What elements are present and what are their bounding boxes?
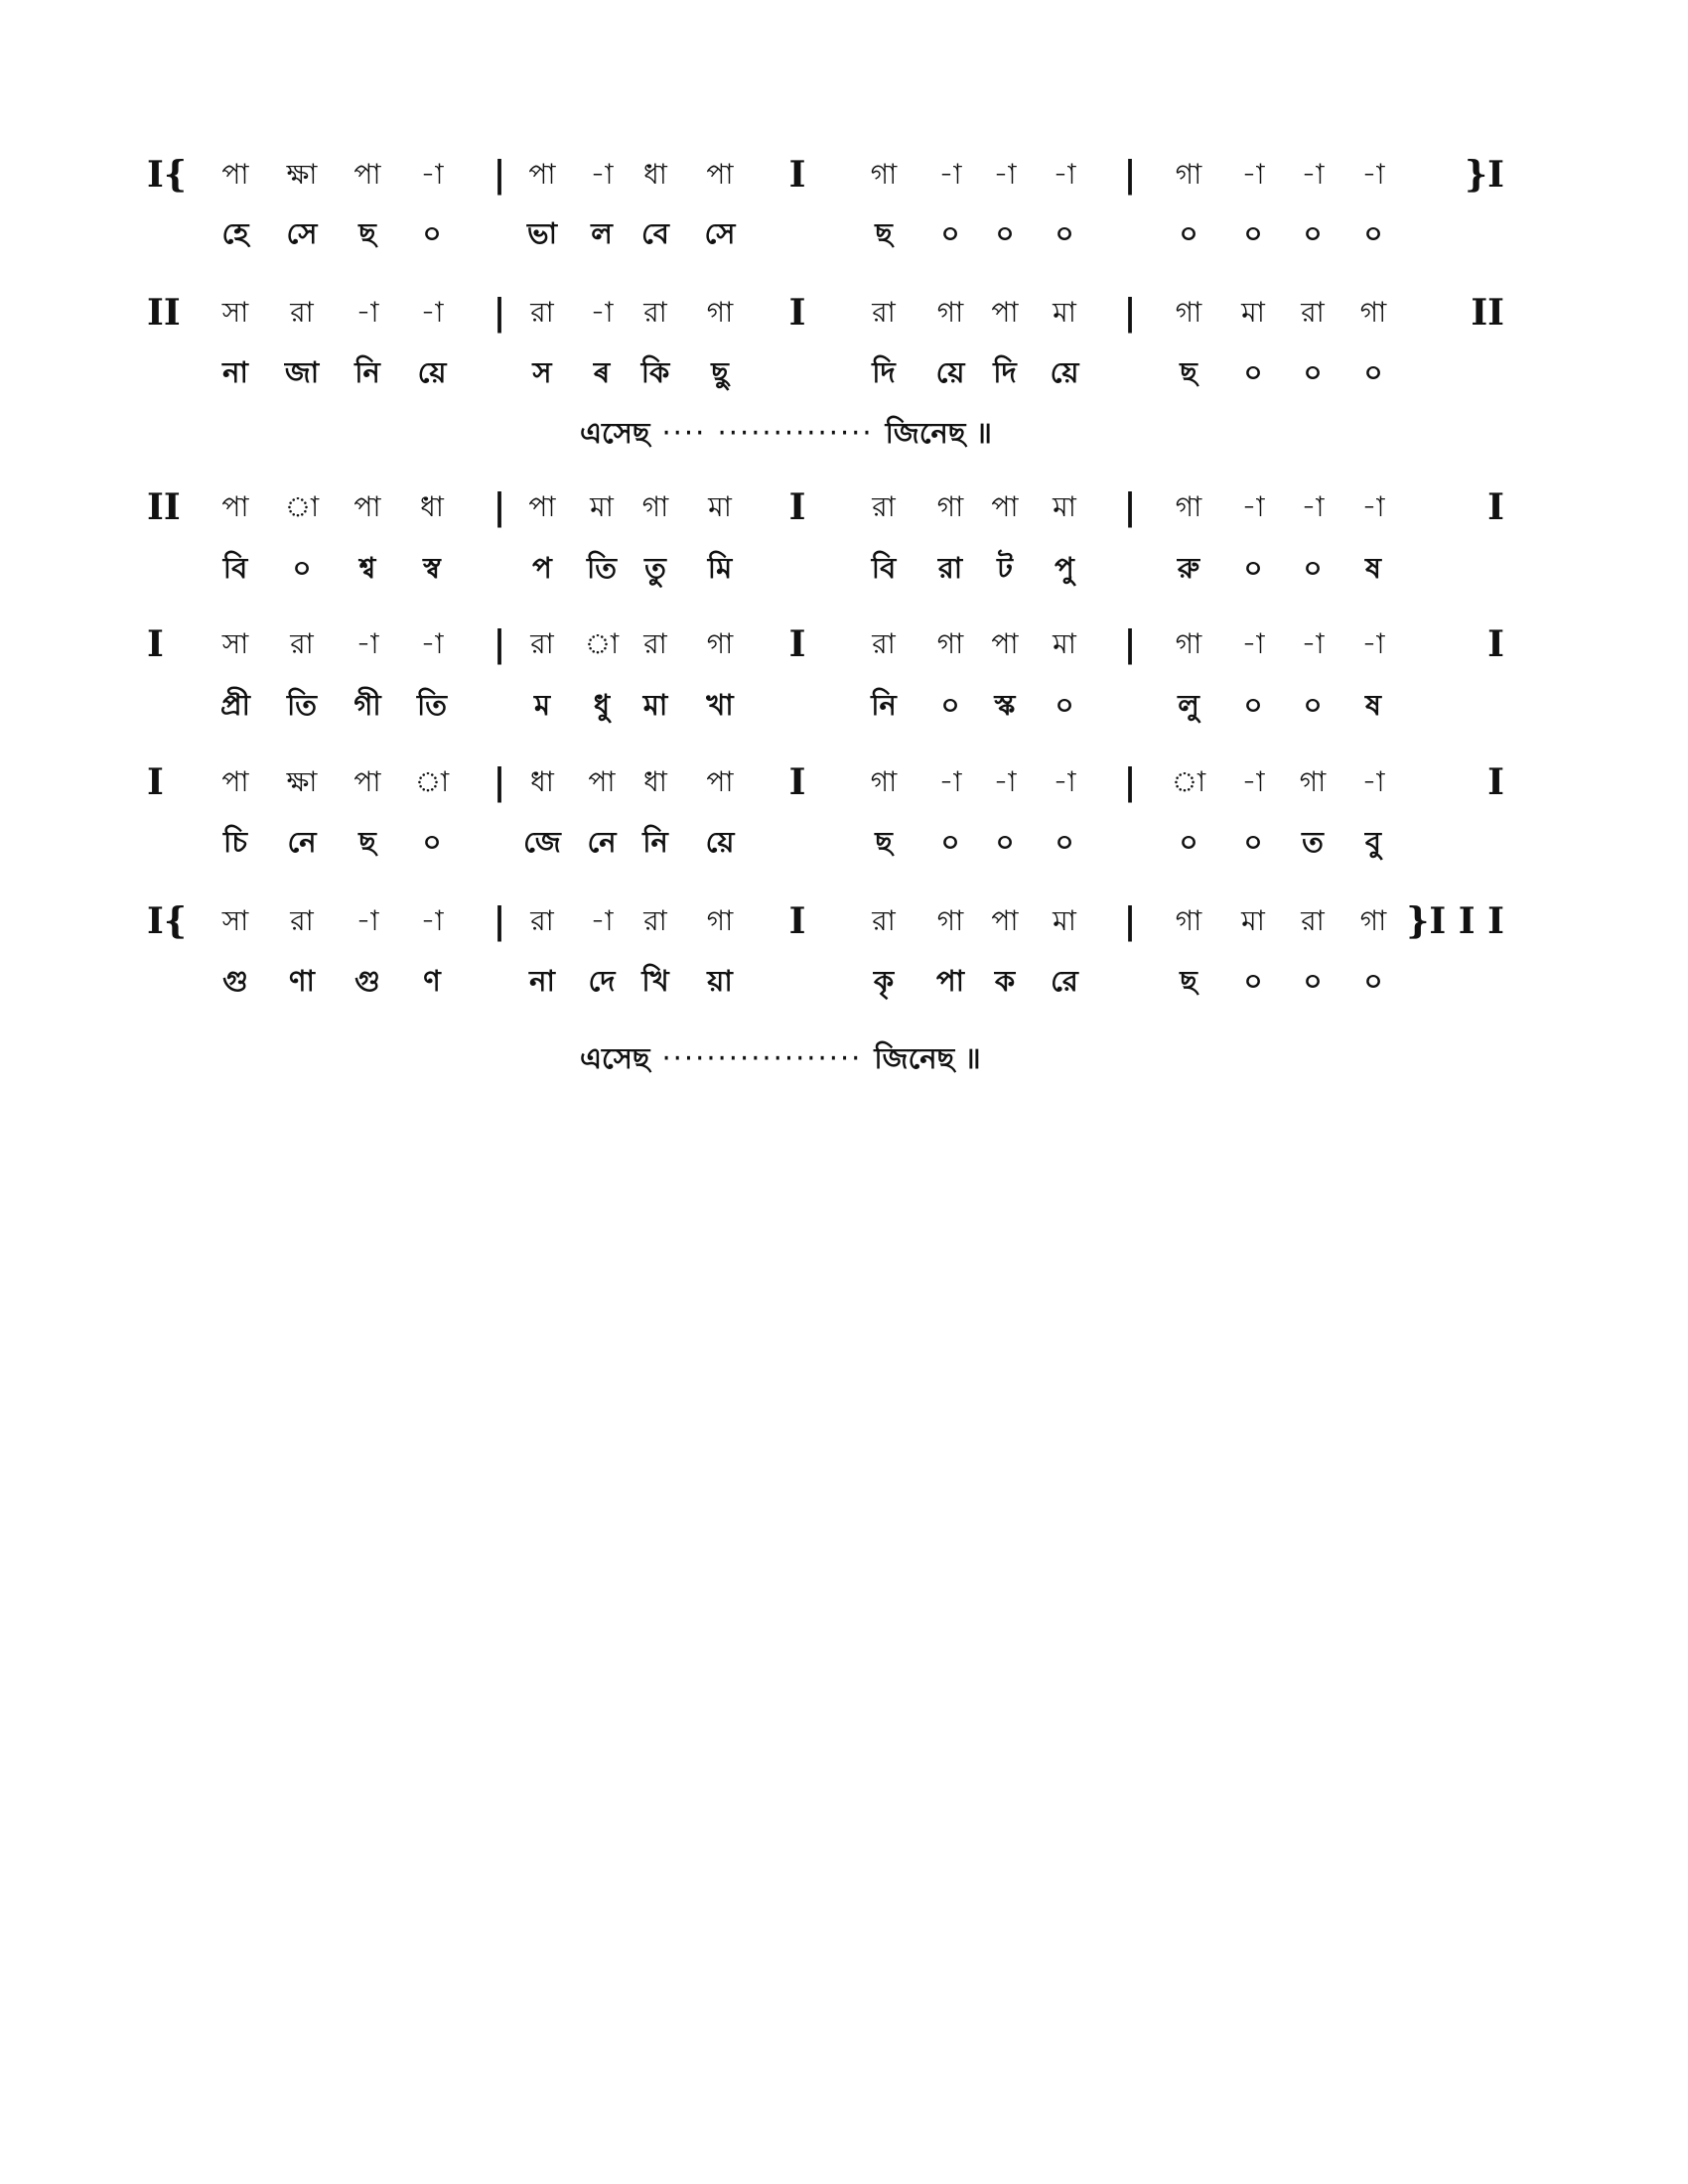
swara-note: রা — [1301, 904, 1325, 937]
swara-note: রা — [1301, 296, 1325, 329]
swara-note: রা — [530, 627, 554, 660]
swara-note: গা — [1175, 490, 1202, 523]
swara-note: পা — [353, 158, 381, 191]
lyric-syllable: ছু — [711, 355, 729, 389]
swara-note: -া — [938, 158, 962, 191]
swara-note: -া — [590, 296, 614, 329]
swara-note: গা — [936, 490, 964, 523]
refrain-dots: ·················· — [661, 1041, 863, 1075]
swara-note: -া — [1053, 158, 1076, 191]
lyric-syllable: ০ — [940, 825, 960, 859]
swara-note: রা — [290, 904, 314, 937]
swara-note: রা — [530, 904, 554, 937]
lyric-syllable: বে — [641, 216, 669, 250]
refrain-line — [580, 408, 992, 458]
refrain-line — [580, 1033, 981, 1083]
lyric-syllable: বি — [222, 551, 248, 585]
lyric-syllable: য়ে — [705, 825, 735, 859]
lyric-syllable: নি — [354, 355, 380, 389]
lyric-syllable: দি — [993, 355, 1017, 389]
bar-line: | — [492, 154, 506, 196]
swara-note: ধা — [643, 765, 667, 798]
lyric-syllable: তি — [286, 688, 318, 722]
lyric-row — [0, 953, 1688, 1009]
lyric-syllable: খা — [706, 688, 734, 722]
swara-note: রা — [872, 904, 896, 937]
lyric-syllable: য়ে — [1050, 355, 1079, 389]
left-bar-marker: I — [147, 761, 164, 803]
lyric-syllable: পু — [1055, 551, 1074, 585]
swara-note: -া — [1361, 490, 1385, 523]
swara-note: গা — [706, 904, 734, 937]
swara-note: -া — [590, 158, 614, 191]
swara-note: গা — [1175, 158, 1202, 191]
lyric-syllable: ০ — [1055, 688, 1074, 722]
lyric-syllable: স্ব — [423, 551, 441, 585]
lyric-syllable: ধু — [593, 688, 611, 722]
swara-note: -া — [1301, 158, 1325, 191]
bar-line: | — [492, 486, 506, 528]
lyric-syllable: ছ — [875, 216, 893, 250]
lyric-syllable: রা — [937, 551, 963, 585]
swara-note: ক্ষা — [286, 158, 318, 191]
lyric-syllable: ণা — [289, 964, 315, 998]
lyric-syllable: য়ে — [417, 355, 447, 389]
lyric-syllable: স — [532, 355, 552, 389]
swara-note: -া — [1241, 627, 1265, 660]
swara-note: -া — [1301, 627, 1325, 660]
swara-note: -া — [355, 627, 379, 660]
swara-note: গা — [1175, 904, 1202, 937]
lyric-syllable: ০ — [1303, 964, 1323, 998]
lyric-syllable: তি — [416, 688, 448, 722]
lyric-syllable: ০ — [1179, 825, 1198, 859]
lyric-syllable: ০ — [422, 216, 442, 250]
lyric-syllable: ০ — [1303, 355, 1323, 389]
lyric-syllable: ০ — [1303, 551, 1323, 585]
lyric-syllable: বু — [1364, 825, 1382, 859]
swara-note: রা — [872, 296, 896, 329]
lyric-syllable: না — [529, 964, 555, 998]
lyric-syllable: বি — [871, 551, 897, 585]
right-bar-marker: }I I I — [1406, 900, 1504, 942]
bar-line: | — [1123, 761, 1137, 803]
swara-note: রা — [872, 490, 896, 523]
lyric-syllable: ছ — [875, 825, 893, 859]
swara-note: গা — [641, 490, 669, 523]
lyric-syllable: কি — [640, 355, 670, 389]
lyric-syllable: চি — [223, 825, 247, 859]
swara-note: -া — [355, 296, 379, 329]
bar-line: I — [788, 154, 806, 196]
swara-note: রা — [530, 296, 554, 329]
lyric-syllable: মি — [707, 551, 733, 585]
lyric-syllable: তি — [586, 551, 618, 585]
lyric-syllable: ০ — [292, 551, 312, 585]
swara-note: -া — [1241, 158, 1265, 191]
swara-note: মা — [1053, 490, 1076, 523]
swara-note: -া — [420, 627, 444, 660]
swara-note: গা — [936, 904, 964, 937]
left-bar-marker: I{ — [147, 900, 187, 942]
swara-note: ক্ষা — [286, 765, 318, 798]
lyric-syllable: সে — [704, 216, 736, 250]
lyric-row — [0, 814, 1688, 870]
swara-row — [0, 479, 1688, 535]
swara-note: পা — [706, 158, 734, 191]
lyric-syllable: ০ — [1243, 964, 1263, 998]
lyric-syllable: ভা — [526, 216, 558, 250]
lyric-syllable: ০ — [940, 688, 960, 722]
lyric-syllable: ০ — [1243, 216, 1263, 250]
swara-note: সা — [221, 904, 249, 937]
bar-line: I — [788, 292, 806, 334]
bar-line: I — [788, 900, 806, 942]
lyric-syllable: ০ — [1363, 964, 1383, 998]
swara-note: -া — [1361, 765, 1385, 798]
lyric-syllable: ০ — [1243, 688, 1263, 722]
right-bar-marker: I — [1487, 761, 1504, 803]
swara-note: গা — [936, 627, 964, 660]
lyric-row — [0, 344, 1688, 400]
swara-row — [0, 285, 1688, 341]
lyric-syllable: ত — [1302, 825, 1324, 859]
lyric-syllable: খি — [641, 964, 669, 998]
swara-note: -া — [1241, 765, 1265, 798]
lyric-syllable: ০ — [995, 216, 1015, 250]
swara-note: গা — [706, 627, 734, 660]
left-bar-marker: I — [147, 623, 164, 665]
swara-note: পা — [528, 490, 556, 523]
swara-note: ধা — [420, 490, 444, 523]
lyric-syllable: প্রী — [220, 688, 250, 722]
swara-note: মা — [1053, 904, 1076, 937]
swara-note: রা — [643, 296, 667, 329]
swara-note: -া — [1301, 490, 1325, 523]
lyric-syllable: ০ — [1363, 216, 1383, 250]
swara-note: -া — [355, 904, 379, 937]
swara-note: পা — [528, 158, 556, 191]
swara-note: রা — [290, 296, 314, 329]
lyric-syllable: নি — [871, 688, 897, 722]
bar-line: | — [1123, 900, 1137, 942]
refrain-start: এসেছ — [580, 416, 650, 450]
lyric-syllable: গু — [222, 964, 248, 998]
swara-row — [0, 616, 1688, 672]
lyric-syllable: ০ — [1243, 825, 1263, 859]
bar-line: I — [788, 623, 806, 665]
bar-line: | — [492, 900, 506, 942]
lyric-syllable: ৰ — [593, 355, 611, 389]
lyric-syllable: ০ — [1303, 688, 1323, 722]
lyric-syllable: ছ — [1180, 355, 1197, 389]
bar-line: | — [492, 761, 506, 803]
lyric-syllable: ০ — [422, 825, 442, 859]
swara-note: মা — [708, 490, 732, 523]
lyric-syllable: ০ — [1243, 355, 1263, 389]
swara-note: -া — [1241, 490, 1265, 523]
lyric-syllable: ট — [997, 551, 1013, 585]
swara-note: গা — [1175, 296, 1202, 329]
lyric-syllable: জা — [284, 355, 320, 389]
swara-note: পা — [221, 765, 249, 798]
swara-note: পা — [588, 765, 616, 798]
swara-note: গা — [870, 765, 898, 798]
lyric-syllable: রু — [1177, 551, 1200, 585]
refrain-start: এসেছ — [580, 1041, 650, 1075]
lyric-syllable: তু — [644, 551, 666, 585]
lyric-syllable: লু — [1178, 688, 1199, 722]
lyric-syllable: ০ — [940, 216, 960, 250]
swara-note: পা — [991, 904, 1019, 937]
swara-note: পা — [221, 490, 249, 523]
swara-row — [0, 147, 1688, 203]
swara-note: -া — [993, 765, 1017, 798]
swara-note: সা — [221, 627, 249, 660]
lyric-row — [0, 540, 1688, 596]
swara-note: পা — [221, 158, 249, 191]
bar-line: I — [788, 486, 806, 528]
lyric-row — [0, 205, 1688, 261]
lyric-syllable: নে — [587, 825, 617, 859]
lyric-syllable: গু — [354, 964, 380, 998]
lyric-syllable: না — [222, 355, 248, 389]
swara-note: -া — [590, 904, 614, 937]
lyric-syllable: ষ — [1365, 688, 1381, 722]
lyric-syllable: পা — [935, 964, 965, 998]
swara-note: মা — [1241, 296, 1265, 329]
swara-note: ধা — [530, 765, 554, 798]
right-bar-marker: I — [1487, 486, 1504, 528]
swara-row — [0, 893, 1688, 949]
lyric-syllable: ০ — [1179, 216, 1198, 250]
swara-note: মা — [1053, 627, 1076, 660]
swara-note: া — [284, 490, 320, 523]
lyric-syllable: মা — [642, 688, 668, 722]
lyric-syllable: ০ — [1303, 216, 1323, 250]
bar-line: | — [1123, 292, 1137, 334]
lyric-syllable: সে — [286, 216, 318, 250]
swara-note: ধা — [643, 158, 667, 191]
lyric-syllable: ০ — [1055, 825, 1074, 859]
right-bar-marker: II — [1471, 292, 1504, 334]
lyric-syllable: হে — [221, 216, 249, 250]
lyric-syllable: ০ — [1055, 216, 1074, 250]
swara-note: পা — [991, 490, 1019, 523]
lyric-syllable: ০ — [995, 825, 1015, 859]
lyric-syllable: স্ক — [994, 688, 1016, 722]
lyric-syllable: ০ — [1363, 355, 1383, 389]
lyric-syllable: ০ — [1243, 551, 1263, 585]
lyric-syllable: কৃ — [873, 964, 895, 998]
lyric-syllable: ছ — [1180, 964, 1197, 998]
swara-note: গা — [1359, 296, 1387, 329]
swara-row — [0, 754, 1688, 810]
lyric-syllable: ষ — [1365, 551, 1381, 585]
lyric-syllable: নি — [642, 825, 668, 859]
bar-line: | — [492, 292, 506, 334]
bar-line: | — [492, 623, 506, 665]
swara-note: পা — [991, 296, 1019, 329]
lyric-syllable: ক — [994, 964, 1016, 998]
lyric-syllable: ছ — [358, 825, 376, 859]
left-bar-marker: I{ — [147, 154, 187, 196]
lyric-syllable: গী — [353, 688, 381, 722]
swara-note: রা — [290, 627, 314, 660]
lyric-syllable: প — [532, 551, 552, 585]
swara-note: গা — [870, 158, 898, 191]
lyric-syllable: জে — [523, 825, 561, 859]
swara-note: গা — [1299, 765, 1327, 798]
swara-note: পা — [353, 765, 381, 798]
swara-note: মা — [1053, 296, 1076, 329]
refrain-dots: ···· ·············· — [661, 416, 874, 450]
swara-note: সা — [221, 296, 249, 329]
swara-note: গা — [1359, 904, 1387, 937]
refrain-end: জিনেছ ॥ — [874, 1041, 981, 1075]
swara-note: া — [1171, 765, 1206, 798]
swara-note: পা — [353, 490, 381, 523]
swara-note: পা — [706, 765, 734, 798]
swara-note: -া — [420, 296, 444, 329]
swara-note: -া — [1053, 765, 1076, 798]
swara-note: -া — [1361, 158, 1385, 191]
bar-line: | — [1123, 486, 1137, 528]
lyric-syllable: য়ে — [935, 355, 965, 389]
bar-line: I — [788, 761, 806, 803]
swara-note: -া — [420, 158, 444, 191]
lyric-syllable: ণ — [423, 964, 441, 998]
swara-note: া — [414, 765, 450, 798]
lyric-syllable: রে — [1051, 964, 1078, 998]
lyric-syllable: দে — [588, 964, 616, 998]
swara-note: রা — [643, 904, 667, 937]
swara-note: গা — [936, 296, 964, 329]
refrain-end: জিনেছ ॥ — [885, 416, 992, 450]
swara-note: -া — [1361, 627, 1385, 660]
swara-note: গা — [1175, 627, 1202, 660]
lyric-row — [0, 677, 1688, 733]
bar-line: | — [1123, 154, 1137, 196]
lyric-syllable: শ্ব — [358, 551, 376, 585]
swara-note: রা — [643, 627, 667, 660]
lyric-syllable: য়া — [707, 964, 733, 998]
left-bar-marker: II — [147, 486, 181, 528]
swara-note: মা — [1241, 904, 1265, 937]
lyric-syllable: দি — [872, 355, 896, 389]
lyric-syllable: ল — [591, 216, 613, 250]
swara-note: পা — [991, 627, 1019, 660]
swara-note: -া — [993, 158, 1017, 191]
right-bar-marker: }I — [1465, 154, 1504, 196]
left-bar-marker: II — [147, 292, 181, 334]
swara-note: -া — [938, 765, 962, 798]
swara-note: রা — [872, 627, 896, 660]
lyric-syllable: ম — [533, 688, 551, 722]
lyric-syllable: ছ — [358, 216, 376, 250]
swara-note: া — [584, 627, 620, 660]
lyric-syllable: নে — [287, 825, 317, 859]
swara-note: -া — [420, 904, 444, 937]
swara-note: গা — [706, 296, 734, 329]
right-bar-marker: I — [1487, 623, 1504, 665]
swara-note: মা — [590, 490, 614, 523]
bar-line: | — [1123, 623, 1137, 665]
